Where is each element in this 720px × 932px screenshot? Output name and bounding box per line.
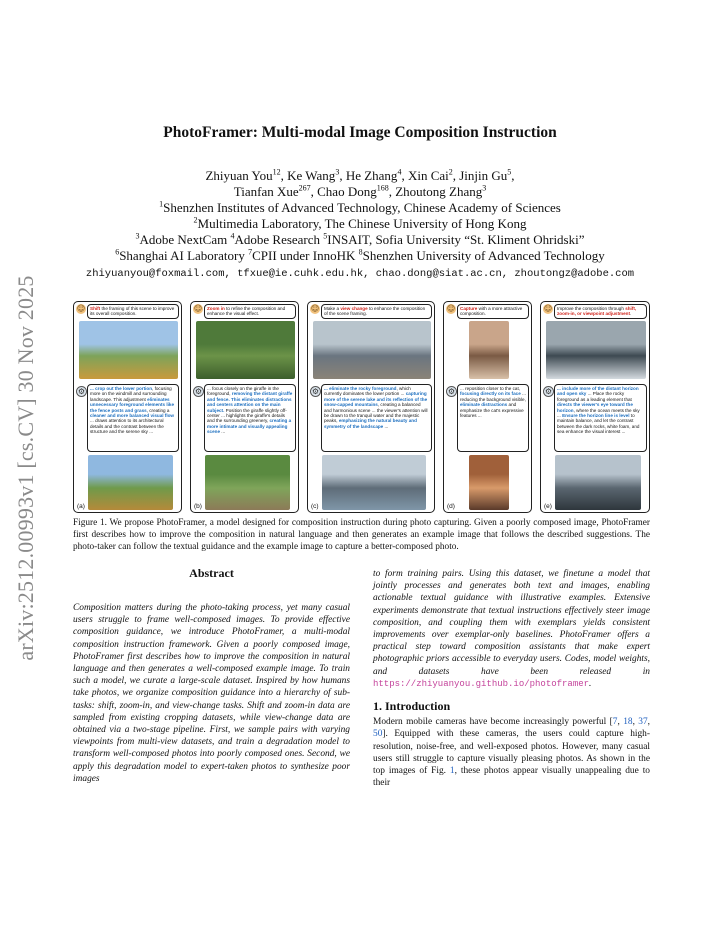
input-photo (196, 321, 295, 379)
figure-panel (540, 301, 650, 513)
right-column (373, 568, 650, 789)
output-photo (469, 455, 509, 510)
output-photo (322, 455, 426, 510)
user-icon: ☺ (310, 304, 320, 313)
paper-title: PhotoFramer: Multi-modal Image Composition Instruction (163, 124, 557, 141)
answer-bubble: ... eliminate the rocky foreground, which currently dominates the lower portion ... capturing more of the serene lake and its reflection of the snow-capped mountains, creating a balanced and harmonious scene ... the viewer's attention will be drawn to the tranquil water and the majestic peaks, emphasizing the natural beauty and symmetry of the landscape ... (321, 384, 432, 452)
assistant-icon: ⚙ (544, 387, 553, 396)
abstract-text-left: Composition matters during the photo-taking process, yet many casual users struggle to frame well-composed images. To provide effective composition guidance, we introduce PhotoFramer, a multi-modal composition instruction framework. Given a poorly composed image, PhotoFramer first describes how to improve the composition in natural language and then generates a well-composed example image. To train such a model, we curate a large-scale dataset. Inspired by how humans take photos, we organize composition guidance into a hierarchy of sub-tasks: shift, zoom-in, and view-change tasks. Shift and zoom-in data are sampled from existing cropping datasets, while view-change data are obtained via a two-stage pipeline. First, we sample pairs with varying viewpoints from multi-view datasets, and train a degradation model to transform well-composed photos into poorly composed ones. Second, we apply this degradation model to expert-taken photos to synthesize poor images (73, 603, 350, 784)
input-photo (313, 321, 431, 379)
project-link[interactable]: https://zhiyuanyou.github.io/photoframer (373, 678, 590, 689)
request-bubble: Make a view change to enhance the composition of the scene framing. (321, 304, 432, 319)
arxiv-stamp: arXiv:2512.00993v1 [cs.CV] 30 Nov 2025 (13, 275, 38, 661)
answer-bubble: ... focus closely on the giraffe in the foreground, removing the distant giraffe and fence. This eliminates distractions and centers attention on the main subject. Position the giraffe slightly off-center ... highlights the giraffe's details and the surrounding greenery, creating a more intimate and visually appealing scene ... (204, 384, 296, 452)
output-photo (88, 455, 173, 510)
answer-bubble: ... crop out the lower portion, focusing more on the windmill and surrounding landscape. This adjustment eliminates unnecessary foreground elements like the fence posts and grass, creating a cleaner and more balanced visual flow ... draws attention to its architectural details and the contrast between the structure and the serene sky ... (87, 384, 179, 452)
introduction-heading: 1. Introduction (373, 699, 451, 714)
figure-1 (73, 301, 650, 513)
abstract-heading: Abstract (189, 566, 234, 580)
user-icon: ☺ (193, 304, 203, 313)
assistant-icon: ⚙ (311, 387, 320, 396)
answer-bubble: ... reposition closer to the cat, focusing directly on its face ... reducing the background visible, eliminate distractions and emphasize the cat's expressive features ... (457, 384, 529, 452)
assistant-icon: ⚙ (194, 387, 203, 396)
figure-panel (307, 301, 435, 513)
output-photo (205, 455, 290, 510)
affiliation-3: $^3$Adobe NextCam $^4$Adobe Research $^5$INSAIT, Sofia University “St. Kliment Ohridski” (135, 231, 585, 247)
panel-label: (b) (194, 503, 202, 510)
panel-label: (c) (311, 503, 319, 510)
figure-panel (443, 301, 532, 513)
user-icon: ☺ (446, 304, 456, 313)
affiliation-2: $^2$Multimedia Laboratory, The Chinese University of Hong Kong (193, 215, 527, 231)
abstract-text-right: to form training pairs. Using this dataset, we finetune a model that jointly processes and generates both text and images, enabling actionable textual guidance with illustrative examples. Extensive experiments demonstrate that textual instructions effectively steer image composition, and coupling them with exemplars yields consistent improvements over exemplar-only baselines. PhotoFramer offers a practical step toward composition assistants that make expert photographic priors accessible to everyday users. Codes, model weights, and datasets have been released in https://zhiyuanyou.github.io/photoframer. (373, 569, 650, 689)
author-emails: zhiyuanyou@foxmail.com, tfxue@ie.cuhk.edu.hk, chao.dong@siat.ac.cn, zhoutongz@adobe.com (85, 268, 635, 280)
input-photo (546, 321, 646, 379)
author-line-2: Tianfan Xue$^{267}$, Chao Dong$^{168}$, Zhoutong Zhang$^3$ (233, 183, 487, 199)
request-bubble: Zoom in to refine the composition and enhance the visual effect. (204, 304, 296, 319)
figure-panel (190, 301, 299, 513)
input-photo (469, 321, 509, 379)
request-bubble: Improve the composition through shift, zoom-in, or viewpoint adjustment. (554, 304, 647, 319)
citation[interactable]: 7 (612, 717, 618, 728)
citation[interactable]: 18 (623, 717, 633, 728)
answer-bubble: ... include more of the distant horizon and open sky ... Place the rocky foreground as a leading element that directs the viewer's eye toward the horizon, where the ocean meets the sky ... Ensure the horizon line is level to maintain balance, and let the contrast between the dark rocks, white foam, and sea enhance the visual interest ... (554, 384, 647, 452)
panel-label: (d) (447, 503, 455, 510)
citation[interactable]: 50 (373, 729, 383, 740)
assistant-icon: ⚙ (77, 387, 86, 396)
assistant-icon: ⚙ (447, 387, 456, 396)
request-bubble: Shift the framing of this scene to improve its overall composition. (87, 304, 179, 319)
input-photo (79, 321, 178, 379)
panel-label: (a) (77, 503, 85, 510)
introduction-text: Modern mobile cameras have become increasingly powerful [7, 18, 37, 50]. Equipped with these cameras, the users could capture high-resolution, noise-free, and well-exposed photos. However, many casual users still struggle to capture visually pleasing photos. As shown in the top images of Fig. 1, these photos appear visually unappealing due to their (373, 717, 651, 789)
author-line-1: Zhiyuan You$^{12}$, Ke Wang$^3$, He Zhang$^4$, Xin Cai$^2$, Jinjin Gu$^5$, (205, 167, 515, 183)
panel-label: (e) (544, 503, 552, 510)
affiliation-4: $^6$Shanghai AI Laboratory $^7$CPII under InnoHK $^8$Shenzhen University of Advanced Technology (115, 247, 605, 263)
figure-panel (73, 301, 182, 513)
output-photo (555, 455, 641, 510)
author-block (0, 168, 720, 282)
figure-caption: Figure 1. We propose PhotoFramer, a model designed for composition instruction during photo capturing. Given a poorly composed image, PhotoFramer first describes how to improve the composition in natural language and then generates an example image that follows the described suggestions. The photo-taker can follow the textual guidance and the example image to capture a better-composed photo. (73, 518, 650, 553)
request-bubble: Capture with a more attractive composition. (457, 304, 529, 319)
user-icon: ☺ (76, 304, 86, 313)
user-icon: ☺ (543, 304, 553, 313)
figure-reference[interactable]: 1 (449, 766, 455, 777)
affiliation-1: $^1$Shenzhen Institutes of Advanced Technology, Chinese Academy of Sciences (159, 199, 561, 215)
citation[interactable]: 37 (638, 717, 648, 728)
